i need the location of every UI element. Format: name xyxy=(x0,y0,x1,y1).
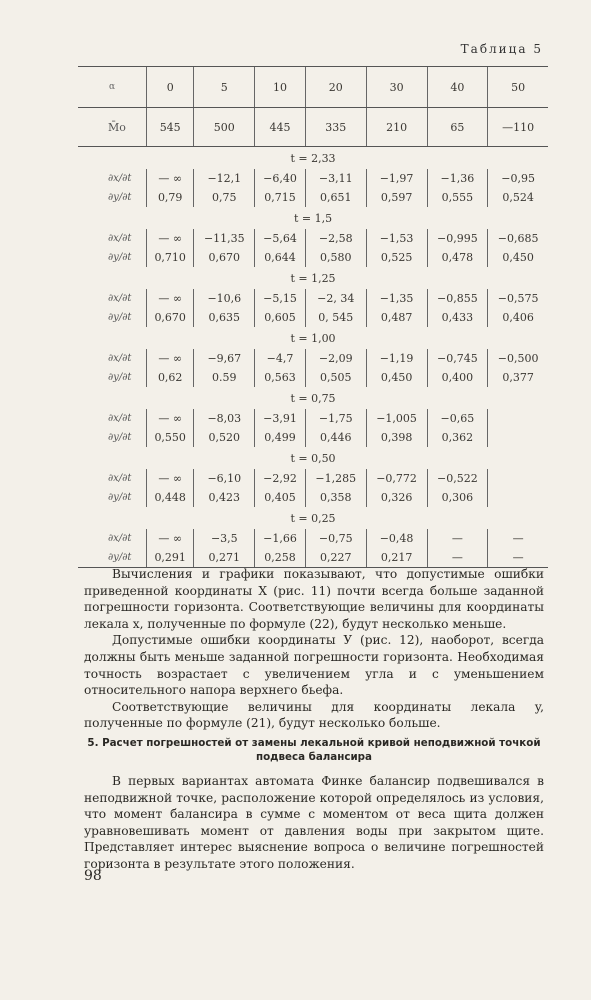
table-cell: 0,217 xyxy=(366,548,427,568)
table-cell: — xyxy=(488,529,548,548)
row-label: ∂x/∂t xyxy=(108,473,132,484)
table-cell: 0,525 xyxy=(366,248,427,267)
table-cell: 0,448 xyxy=(147,488,194,507)
derivative-x-row xyxy=(78,409,548,428)
parameter-t-label: t = 1,00 xyxy=(290,331,336,345)
table-cell: 0,227 xyxy=(305,548,366,568)
row-label: ∂y/∂t xyxy=(108,492,132,503)
table-cell: 0,478 xyxy=(427,248,488,267)
parameter-row xyxy=(78,327,548,349)
table-cell: −3,11 xyxy=(305,169,366,188)
table-cell: 0,358 xyxy=(305,488,366,507)
m0-value: 445 xyxy=(255,108,306,147)
table-cell: −0,75 xyxy=(305,529,366,548)
derivative-y-row xyxy=(78,308,548,327)
table-cell: −11,35 xyxy=(194,229,255,248)
table-cell xyxy=(488,488,548,507)
header-col: 0 xyxy=(147,67,194,108)
table-cell: 0,563 xyxy=(255,368,306,387)
table-cell: −4,7 xyxy=(255,349,306,368)
table-cell: 0,377 xyxy=(488,368,548,387)
row-label: ∂y/∂t xyxy=(108,372,132,383)
table-cell: −2, 34 xyxy=(305,289,366,308)
table-cell: 0,423 xyxy=(194,488,255,507)
table-cell: 0,555 xyxy=(427,188,488,207)
table-cell: 0,433 xyxy=(427,308,488,327)
m0-value: 65 xyxy=(427,108,488,147)
table-cell: — xyxy=(427,548,488,568)
parameter-row xyxy=(78,207,548,229)
parameter-row xyxy=(78,267,548,289)
table-cell: −0,855 xyxy=(427,289,488,308)
parameter-t-label: t = 0,50 xyxy=(290,451,336,465)
table-cell: 0,79 xyxy=(147,188,194,207)
table-cell: 0,450 xyxy=(488,248,548,267)
table-cell: 0,291 xyxy=(147,548,194,568)
table-cell: −0,995 xyxy=(427,229,488,248)
m0-row xyxy=(78,108,548,147)
table-cell: −1,75 xyxy=(305,409,366,428)
table-cell: — ∞ xyxy=(147,289,194,308)
parameter-t-label: t = 0,75 xyxy=(290,391,336,405)
table-cell: 0,651 xyxy=(305,188,366,207)
row-label: ∂y/∂t xyxy=(78,548,147,568)
table-cell: −0,95 xyxy=(488,169,548,188)
table-cell: 0,524 xyxy=(488,188,548,207)
table-cell: — ∞ xyxy=(147,229,194,248)
table-cell: −1,19 xyxy=(366,349,427,368)
m0-value: 545 xyxy=(147,108,194,147)
table-cell xyxy=(488,428,548,447)
table-cell: — ∞ xyxy=(147,529,194,548)
row-label: ∂x/∂t xyxy=(108,533,132,544)
table-cell: 0,258 xyxy=(255,548,306,568)
derivative-y-row xyxy=(78,248,548,267)
table-cell: −6,40 xyxy=(255,169,306,188)
table-cell: 0,505 xyxy=(305,368,366,387)
table-cell: 0, 545 xyxy=(305,308,366,327)
derivative-x-row xyxy=(78,349,548,368)
row-label: ∂x/∂t xyxy=(108,293,132,304)
table-cell: 0,62 xyxy=(147,368,194,387)
table-cell: −12,1 xyxy=(194,169,255,188)
section-title: 5. Расчет погрешностей от замены лекальной кривой неподвижной точкой подвеса балансира xyxy=(87,737,541,763)
table-cell: −0,48 xyxy=(366,529,427,548)
row-label: ∂x/∂t xyxy=(108,353,132,364)
table-cell: −8,03 xyxy=(194,409,255,428)
table-cell: 0,405 xyxy=(255,488,306,507)
paragraph: Вычисления и графики показывают, что допустимые ошибки приведенной координаты X (рис. 11) почти всегда больше заданной погрешности горизонта. Соответствующие величины для координаты лекала x, полученные по формуле (22), будут несколько меньше. xyxy=(84,567,544,631)
table-cell: 0,605 xyxy=(255,308,306,327)
table-cell: −5,64 xyxy=(255,229,306,248)
table-cell: −1,35 xyxy=(366,289,427,308)
table-cell: 0,75 xyxy=(194,188,255,207)
m0-value: 210 xyxy=(366,108,427,147)
table-cell: −0,745 xyxy=(427,349,488,368)
table-cell xyxy=(488,409,548,428)
paragraph: В первых вариантах автомата Финке балансир подвешивался в неподвижной точке, расположение которой определялось из условия, что момент балансира в сумме с моментом от веса щита должен уравновешивать момент от давления воды при закрытом щите. Представляет интерес выяснение вопроса о величине погрешностей горизонта в результате этого положения. xyxy=(84,774,544,871)
table-cell: −0,772 xyxy=(366,469,427,488)
table-cell: 0,670 xyxy=(147,308,194,327)
table-cell: 0,597 xyxy=(366,188,427,207)
table-cell: 0,715 xyxy=(255,188,306,207)
table-cell: −10,6 xyxy=(194,289,255,308)
m0-label: M̄o xyxy=(78,108,147,147)
parameter-t-label: t = 0,25 xyxy=(290,511,336,525)
derivative-y-row xyxy=(78,548,548,568)
header-col: 20 xyxy=(305,67,366,108)
table-cell: — ∞ xyxy=(147,469,194,488)
derivative-x-row xyxy=(78,529,548,548)
derivative-y-row xyxy=(78,368,548,387)
table-cell: 0,487 xyxy=(366,308,427,327)
table-cell: 0,362 xyxy=(427,428,488,447)
table-cell: −1,005 xyxy=(366,409,427,428)
table-cell: −0,685 xyxy=(488,229,548,248)
row-label: ∂x/∂t xyxy=(108,413,132,424)
table-cell: −3,91 xyxy=(255,409,306,428)
parameter-row xyxy=(78,507,548,529)
table-cell xyxy=(488,469,548,488)
values-table xyxy=(78,66,548,568)
table-cell: −1,97 xyxy=(366,169,427,188)
derivative-x-row xyxy=(78,469,548,488)
table-cell: −1,66 xyxy=(255,529,306,548)
table-cell: — ∞ xyxy=(147,169,194,188)
text-block-2 xyxy=(84,773,544,873)
header-col: 40 xyxy=(427,67,488,108)
table-cell: −3,5 xyxy=(194,529,255,548)
derivative-y-row xyxy=(78,428,548,447)
table-cell: −1,53 xyxy=(366,229,427,248)
table-cell: 0,710 xyxy=(147,248,194,267)
derivative-y-row xyxy=(78,188,548,207)
table-cell: 0,450 xyxy=(366,368,427,387)
table-cell: −5,15 xyxy=(255,289,306,308)
table-cell: 0,398 xyxy=(366,428,427,447)
row-label: ∂y/∂t xyxy=(108,432,132,443)
table-cell: −2,58 xyxy=(305,229,366,248)
table-caption: Таблица 5 xyxy=(460,42,543,56)
m0-value: —110 xyxy=(488,108,548,147)
table-cell: 0,644 xyxy=(255,248,306,267)
paragraph: Допустимые ошибки координаты У (рис. 12), наоборот, всегда должны быть меньше заданной погрешности горизонта. Необходимая точность возрастает с увеличением угла и с уменьшением относительного напора верхнего бьефа. xyxy=(84,633,544,698)
table-header-row xyxy=(78,67,548,108)
parameter-t-label: t = 1,5 xyxy=(293,211,333,225)
table-cell: 0,446 xyxy=(305,428,366,447)
table-cell: −0,500 xyxy=(488,349,548,368)
header-col: 10 xyxy=(255,67,306,108)
parameter-row xyxy=(78,387,548,409)
header-alpha: α xyxy=(78,67,147,108)
header-col: 30 xyxy=(366,67,427,108)
table-cell: −9,67 xyxy=(194,349,255,368)
derivative-y-row xyxy=(78,488,548,507)
table-cell: — ∞ xyxy=(147,349,194,368)
row-label: ∂x/∂t xyxy=(108,233,132,244)
derivative-x-row xyxy=(78,229,548,248)
table-cell: 0,271 xyxy=(194,548,255,568)
derivative-x-row xyxy=(78,169,548,188)
parameter-t-label: t = 2,33 xyxy=(290,151,336,165)
table-cell: −1,285 xyxy=(305,469,366,488)
table-cell: 0.59 xyxy=(194,368,255,387)
table-cell: — xyxy=(488,548,548,568)
table-cell: 0,520 xyxy=(194,428,255,447)
paragraph: Соответствующие величины для координаты лекала y, полученные по формуле (21), будут несколько больше. xyxy=(84,699,544,731)
m0-value: 335 xyxy=(305,108,366,147)
table-cell: — xyxy=(427,529,488,548)
m0-value: 500 xyxy=(194,108,255,147)
table-cell: 0,306 xyxy=(427,488,488,507)
header-col: 50 xyxy=(488,67,548,108)
table-cell: 0,550 xyxy=(147,428,194,447)
table-cell: 0,400 xyxy=(427,368,488,387)
table-cell: 0,499 xyxy=(255,428,306,447)
parameter-row xyxy=(78,147,548,170)
derivative-x-row xyxy=(78,289,548,308)
row-label: ∂x/∂t xyxy=(108,173,132,184)
table-cell: — ∞ xyxy=(147,409,194,428)
row-label: ∂y/∂t xyxy=(108,192,132,203)
table-cell: −6,10 xyxy=(194,469,255,488)
table-cell: −0,65 xyxy=(427,409,488,428)
row-label: ∂y/∂t xyxy=(108,312,132,323)
parameter-t-label: t = 1,25 xyxy=(290,271,336,285)
page-number: 98 xyxy=(84,868,102,884)
table-cell: −0,522 xyxy=(427,469,488,488)
table-cell: 0,580 xyxy=(305,248,366,267)
header-col: 5 xyxy=(194,67,255,108)
table-cell: 0,635 xyxy=(194,308,255,327)
table-cell: −2,09 xyxy=(305,349,366,368)
table-cell: 0,326 xyxy=(366,488,427,507)
table-cell: −1,36 xyxy=(427,169,488,188)
parameter-row xyxy=(78,447,548,469)
table-cell: 0,670 xyxy=(194,248,255,267)
table-cell: −0,575 xyxy=(488,289,548,308)
table-cell: 0,406 xyxy=(488,308,548,327)
table-cell: −2,92 xyxy=(255,469,306,488)
text-block-1 xyxy=(84,566,544,732)
row-label: ∂y/∂t xyxy=(108,252,132,263)
